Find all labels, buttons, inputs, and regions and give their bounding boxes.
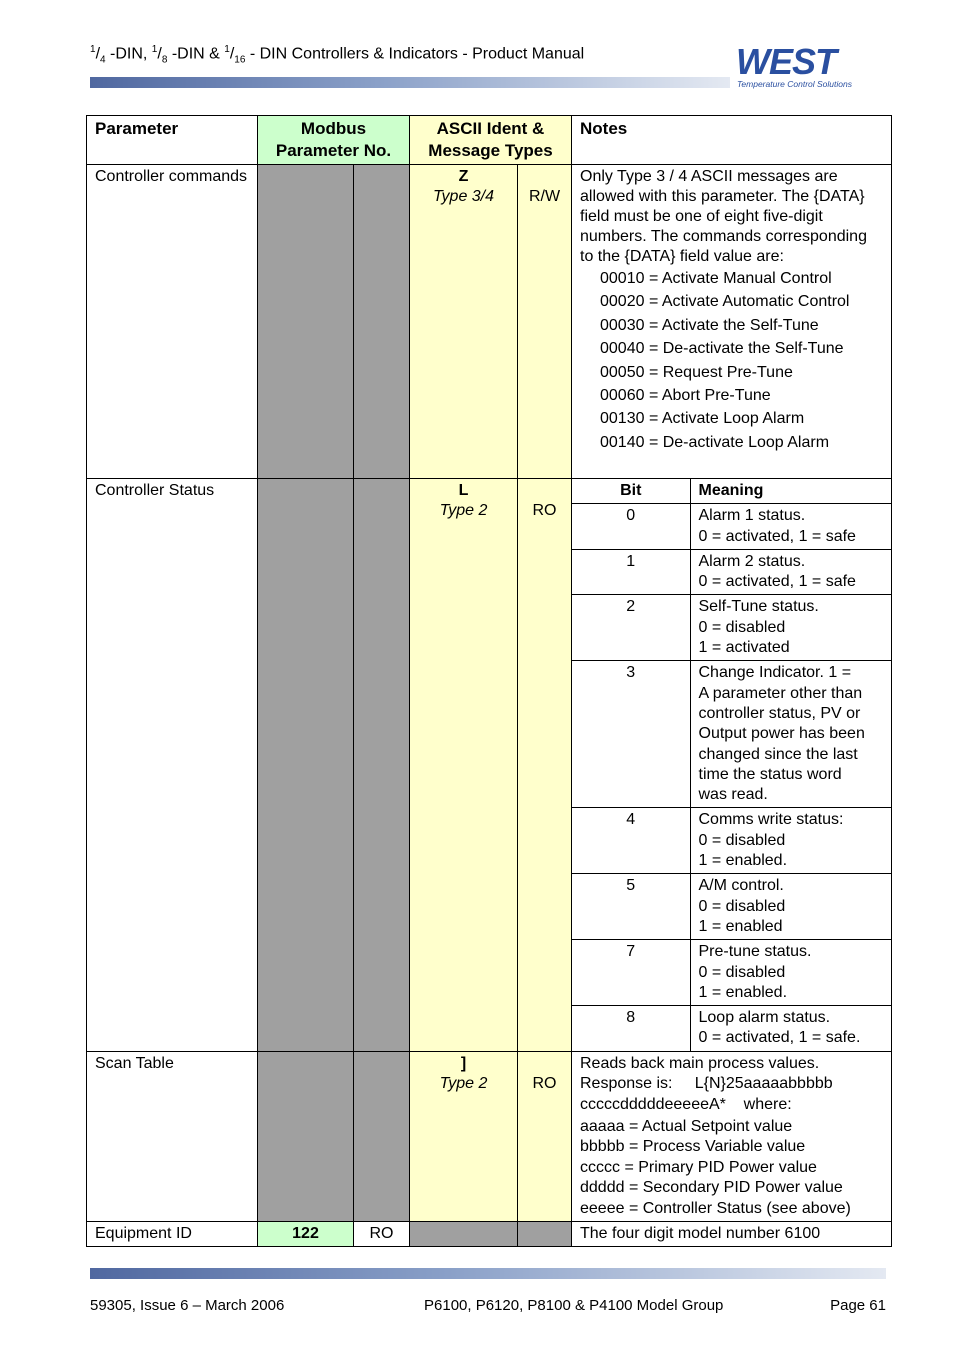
- meaning-line: 0 = activated, 1 = safe: [698, 527, 856, 545]
- meaning-line: changed since the last: [698, 745, 858, 763]
- ascii-ident-cell: [410, 479, 518, 1052]
- fraction-numerator: 1: [90, 44, 96, 55]
- header-rule: [90, 77, 730, 88]
- footer-doc-number: 59305, Issue 6 – March 2006: [90, 1297, 285, 1314]
- bit-number: 5: [572, 874, 690, 940]
- table-row: [572, 940, 891, 1006]
- meaning-line: Alarm 2 status.: [698, 552, 806, 570]
- bit-number: 0: [572, 504, 690, 550]
- notes-line: Response is: L{N}25aaaaabbbbb: [580, 1075, 833, 1093]
- meaning-header: Meaning: [690, 479, 891, 504]
- page-header-title: $^1/_4$ -DIN, $^1/_8$ -DIN & $^1/_{16}$ - DIN Controllers & Indicators - Product Manual: [90, 44, 585, 66]
- bit-number: 1: [572, 549, 690, 595]
- table-row: [572, 1006, 891, 1051]
- meaning-line: Self-Tune status.: [698, 598, 819, 616]
- footer-rule: [90, 1268, 886, 1279]
- meaning-line: time the status word: [698, 765, 842, 783]
- notes-cell: [572, 165, 892, 479]
- access-value: RO: [532, 502, 557, 519]
- table-row: [572, 504, 891, 550]
- table-header-row: [87, 116, 892, 165]
- message-type: Type 2: [439, 1074, 488, 1092]
- bit-meaning: [690, 504, 891, 550]
- ascii-ident: ]: [460, 1054, 467, 1072]
- meaning-line: 1 = enabled.: [698, 983, 788, 1001]
- meaning-line: was read.: [698, 786, 768, 804]
- bit-meaning: [690, 595, 891, 661]
- meaning-line: controller status, PV or: [698, 704, 861, 722]
- message-type: Type 3/4: [432, 188, 495, 205]
- parameter-name: Controller Status: [87, 479, 258, 1052]
- ascii-ident-cell: [410, 165, 518, 479]
- west-logo: [734, 44, 886, 90]
- table-row: [87, 165, 892, 479]
- list-item: 00010 = Activate Manual Control: [600, 270, 832, 287]
- meaning-line: 1 = enabled.: [698, 852, 788, 870]
- table-row: [87, 1051, 892, 1221]
- parameter-table: [86, 115, 892, 1247]
- table-row: [87, 479, 892, 1052]
- logo-wordmark: WEST: [736, 44, 836, 82]
- header-parameter: Parameter: [87, 116, 258, 165]
- table-row: [572, 661, 891, 808]
- fraction-denominator: 16: [234, 54, 246, 66]
- modbus-access-cell: [354, 479, 410, 1052]
- logo-tagline: Temperature Control Solutions: [737, 79, 852, 89]
- parameter-name: Equipment ID: [87, 1221, 258, 1246]
- meaning-line: Pre-tune status.: [698, 943, 812, 961]
- fraction-numerator: 1: [151, 44, 158, 55]
- notes-line: cccccdddddeeeeeA* where:: [580, 1095, 792, 1113]
- notes-line: ccccc = Primary PID Power value: [580, 1158, 817, 1176]
- bit-number: 2: [572, 595, 690, 661]
- bit-meaning: [690, 808, 891, 874]
- modbus-cell: [258, 479, 354, 1052]
- meaning-line: Alarm 1 status.: [698, 507, 806, 525]
- meaning-line: 0 = activated, 1 = safe.: [698, 1029, 861, 1047]
- command-list: [580, 267, 883, 454]
- fraction-numerator: 1: [224, 44, 230, 55]
- bit-header: Bit: [572, 479, 690, 504]
- meaning-line: 1 = enabled: [698, 917, 783, 935]
- modbus-access-cell: [354, 1051, 410, 1221]
- table-row: [87, 1221, 892, 1246]
- notes-cell: [572, 1051, 892, 1221]
- meaning-line: 0 = disabled: [698, 897, 786, 915]
- list-item: 00050 = Request Pre-Tune: [600, 363, 793, 381]
- notes-intro: Only Type 3 / 4 ASCII messages are allowed with this parameter. The {DATA} field must be one of eight five-digit numbers. The commands corresponding to the {DATA} field value are:: [580, 168, 867, 265]
- bit-header-row: [572, 479, 891, 504]
- meaning-line: 0 = activated, 1 = safe: [698, 573, 856, 591]
- meaning-line: 1 = activated: [698, 639, 790, 657]
- ascii-access-cell: [518, 1051, 572, 1221]
- list-item: 00060 = Abort Pre-Tune: [600, 387, 771, 405]
- bit-meaning: [690, 661, 891, 808]
- meaning-line: Output power has been: [698, 725, 865, 743]
- notes-line: eeeee = Controller Status (see above): [580, 1199, 851, 1217]
- ascii-access-cell: [518, 165, 572, 479]
- ascii-access-cell: [518, 479, 572, 1052]
- header-text: -DIN &: [167, 45, 225, 63]
- bit-meaning: [690, 549, 891, 595]
- meaning-line: Loop alarm status.: [698, 1009, 831, 1027]
- access-value: RO: [532, 1074, 557, 1092]
- parameter-name: Scan Table: [87, 1051, 258, 1221]
- modbus-access-cell: [354, 165, 410, 479]
- fraction-denominator: 4: [100, 54, 106, 66]
- modbus-number: 122: [258, 1221, 354, 1246]
- meaning-line: 0 = disabled: [698, 831, 786, 849]
- message-type: Type 2: [439, 502, 488, 519]
- meaning-line: A/M control.: [698, 877, 784, 895]
- list-item: 00130 = Activate Loop Alarm: [600, 410, 805, 428]
- table-row: [572, 549, 891, 595]
- bit-number: 7: [572, 940, 690, 1006]
- notes-line: aaaaa = Actual Setpoint value: [580, 1117, 793, 1135]
- meaning-line: Change Indicator. 1 =: [698, 664, 852, 682]
- meaning-line: Comms write status:: [698, 811, 844, 829]
- list-item: 00020 = Activate Automatic Control: [600, 293, 850, 311]
- meaning-line: A parameter other than: [698, 684, 863, 702]
- list-item: 00030 = Activate the Self-Tune: [600, 316, 819, 334]
- notes-cell: [572, 479, 892, 1052]
- ascii-ident: Z: [458, 168, 469, 185]
- table-row: [572, 874, 891, 940]
- header-text: - DIN Controllers & Indicators - Product Manual: [245, 45, 585, 63]
- bit-meaning: [690, 1006, 891, 1051]
- header-text: -DIN,: [105, 45, 152, 63]
- parameter-name: Controller commands: [87, 165, 258, 479]
- bit-number: 3: [572, 661, 690, 808]
- ascii-ident-cell: [410, 1221, 518, 1246]
- header-modbus: Modbus Parameter No.: [258, 116, 410, 165]
- bit-number: 8: [572, 1006, 690, 1051]
- ascii-access-cell: [518, 1221, 572, 1246]
- notes-cell: The four digit model number 6100: [572, 1221, 892, 1246]
- table-row: [572, 808, 891, 874]
- footer-page-number: Page 61: [830, 1297, 886, 1314]
- notes-line: ddddd = Secondary PID Power value: [580, 1179, 843, 1197]
- header-notes: Notes: [572, 116, 892, 165]
- footer-model-group: P6100, P6120, P8100 & P4100 Model Group: [424, 1297, 724, 1314]
- modbus-cell: [258, 165, 354, 479]
- ascii-ident-cell: [410, 1051, 518, 1221]
- bit-meaning: [690, 874, 891, 940]
- fraction-denominator: 8: [161, 54, 168, 66]
- status-bit-table: [572, 479, 891, 1051]
- bit-number: 4: [572, 808, 690, 874]
- modbus-access: RO: [354, 1221, 410, 1246]
- bit-meaning: [690, 940, 891, 1006]
- notes-line: Reads back main process values.: [580, 1054, 820, 1072]
- ascii-ident: L: [458, 482, 469, 499]
- table-row: [572, 595, 891, 661]
- header-ascii: ASCII Ident & Message Types: [410, 116, 572, 165]
- meaning-line: 0 = disabled: [698, 963, 786, 981]
- access-value: R/W: [528, 188, 561, 205]
- list-item: 00140 = De-activate Loop Alarm: [600, 433, 830, 451]
- meaning-line: 0 = disabled: [698, 618, 786, 636]
- modbus-cell: [258, 1051, 354, 1221]
- notes-line: bbbbb = Process Variable value: [580, 1138, 806, 1156]
- list-item: 00040 = De-activate the Self-Tune: [600, 340, 844, 358]
